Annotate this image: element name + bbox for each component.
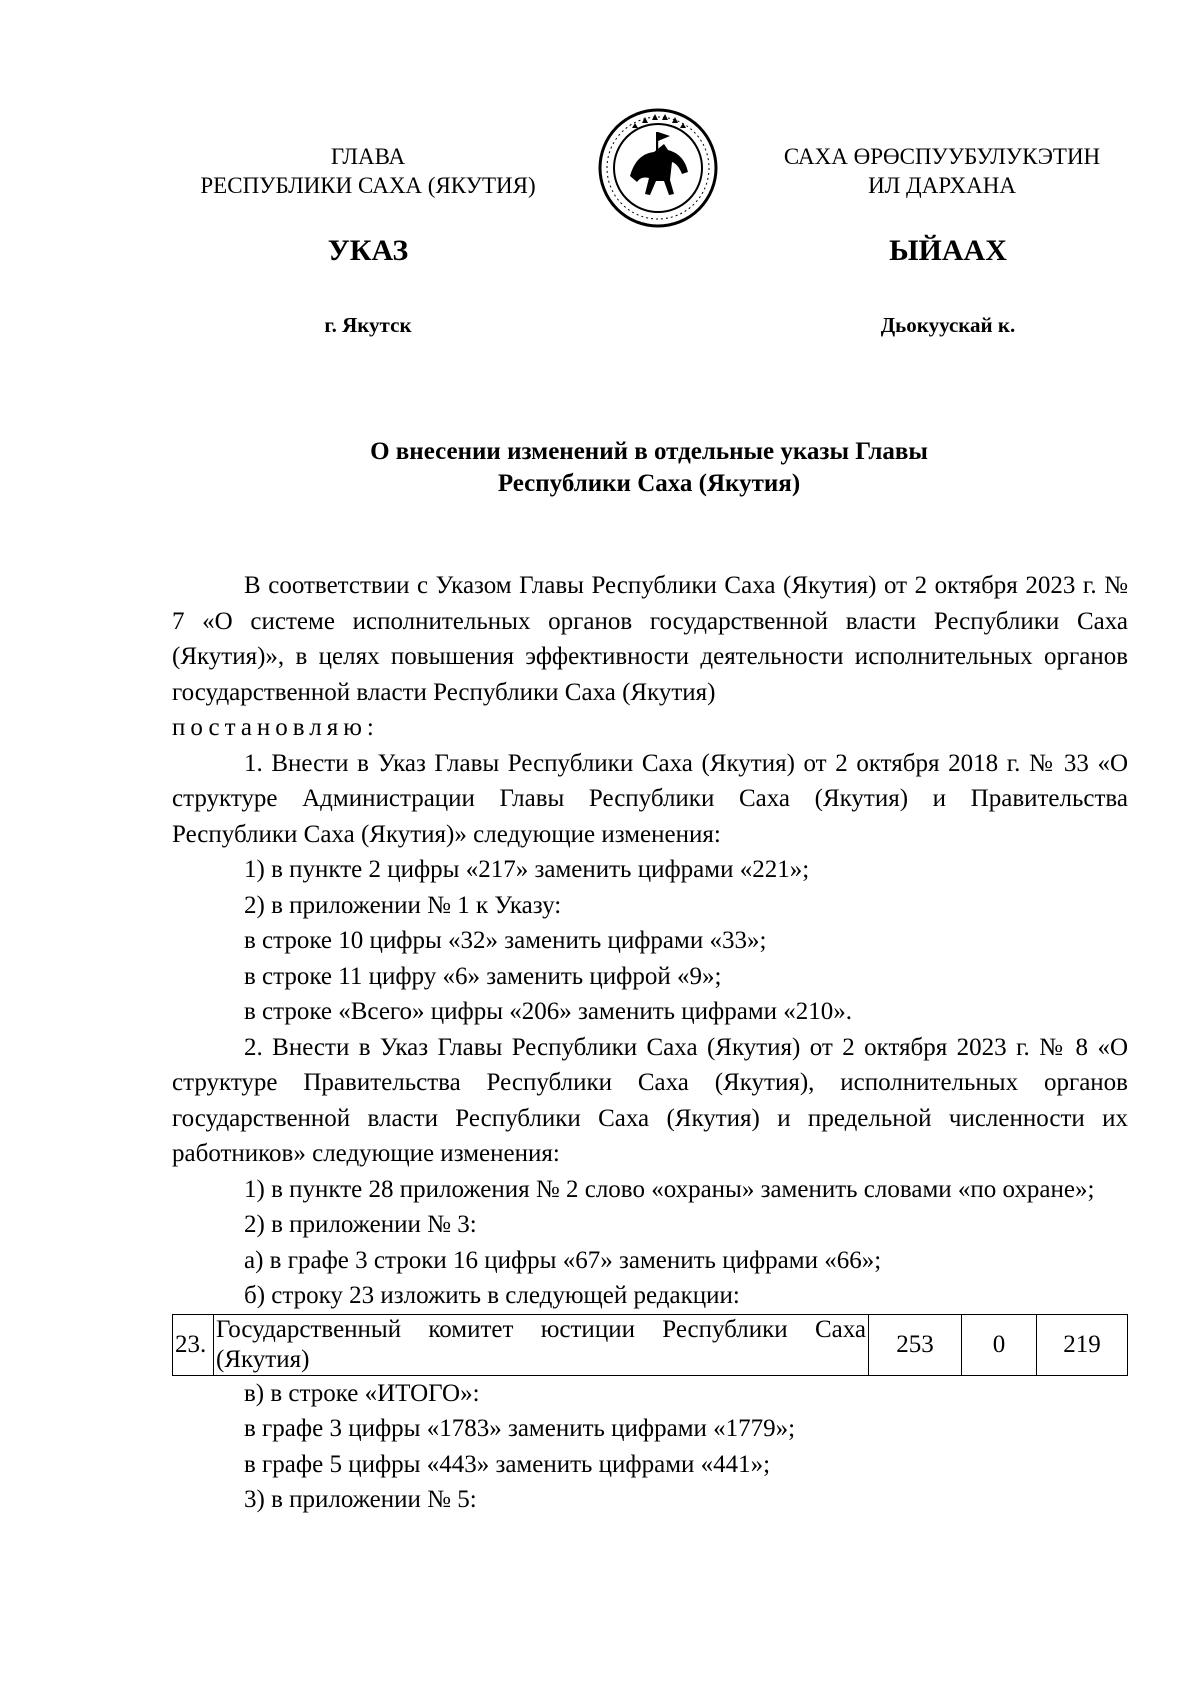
issuer-header-sakha bbox=[752, 142, 1132, 200]
decree-word: постановляю: bbox=[172, 714, 379, 741]
replacement-row-table bbox=[172, 1314, 1128, 1376]
clause-2-item-2v1: в графе 3 цифры «1783» заменить цифрами «1779»; bbox=[244, 1415, 796, 1442]
document-title bbox=[168, 436, 1130, 500]
clause-2-item-2v: в) в строке «ИТОГО»: bbox=[244, 1379, 480, 1407]
clause-2-item-1: 1) в пункте 28 приложения № 2 слово «охраны» заменить словами «по охране»; bbox=[244, 1175, 1095, 1203]
clause-2: 2. Внести в Указ Главы Республики Саха (Якутия) от 2 октября 2023 г. № 8 «О структуре Правительства Республики Саха (Якутия), исполнительных органов государственной власти Республики Саха (Якутия) и предельной численности их работников» следующие изменения: bbox=[172, 1033, 1128, 1167]
preamble-paragraph: В соответствии с Указом Главы Республики Саха (Якутия) от 2 октября 2023 г. № 7 «О системе исполнительных органов государственной власти Республики Саха (Якутия)», в целях повышения эффективности деятельности исполнительных органов государственной власти Республики Саха (Якутия) bbox=[172, 572, 1128, 706]
clause-1-item-1: 1) в пункте 2 цифры «217» заменить цифрами «221»; bbox=[244, 856, 810, 883]
issuer-line-1: ГЛАВА bbox=[330, 144, 406, 169]
title-line-2: Республики Саха (Якутия) bbox=[497, 470, 801, 497]
clause-1: 1. Внести в Указ Главы Республики Саха (Якутия) от 2 октября 2018 г. № 33 «О структуре Администрации Главы Республики Саха (Якутия) и Правительства Республики Саха (Якутия)» следующие изменения: bbox=[172, 749, 1128, 848]
doc-type-ru: УКАЗ bbox=[327, 234, 409, 267]
issuer-line-2: РЕСПУБЛИКИ САХА (ЯКУТИЯ) bbox=[200, 173, 536, 198]
row-col-3: 253 bbox=[869, 1314, 962, 1375]
city-ru: г. Якутск bbox=[324, 313, 412, 337]
clause-2-item-3: 3) в приложении № 5: bbox=[244, 1486, 477, 1513]
issuer-line-2-sakha: ИЛ ДАРХАНА bbox=[868, 173, 1016, 198]
document-body bbox=[172, 568, 1128, 1518]
issuer-line-1-sakha: САХА ӨРӨСПУУБУЛУКЭТИН bbox=[783, 144, 1101, 169]
clause-2-item-2a: а) в графе 3 строки 16 цифры «67» заменить цифрами «66»; bbox=[244, 1246, 882, 1274]
doc-type-sakha: ЫЙААХ bbox=[889, 234, 1007, 267]
clause-1-item-2c: в строке «Всего» цифры «206» заменить цифрами «210». bbox=[244, 998, 853, 1025]
row-col-4: 0 bbox=[962, 1314, 1037, 1375]
title-line-1: О внесении изменений в отдельные указы Главы bbox=[370, 438, 928, 465]
table-row bbox=[173, 1314, 1128, 1375]
city-sakha: Дьокуускай к. bbox=[880, 313, 1016, 337]
clause-1-item-2: 2) в приложении № 1 к Указу: bbox=[244, 891, 562, 919]
coat-of-arms-emblem-icon bbox=[596, 106, 720, 230]
clause-1-item-2b: в строке 11 цифру «6» заменить цифрой «9»; bbox=[244, 962, 722, 990]
row-organ-name: Государственный комитет юстиции Республики Саха (Якутия) bbox=[214, 1314, 869, 1375]
clause-1-item-2a: в строке 10 цифры «32» заменить цифрами «33»; bbox=[244, 927, 767, 954]
issuer-header-ru bbox=[168, 142, 568, 200]
clause-2-item-2b: б) строку 23 изложить в следующей редакции: bbox=[244, 1282, 740, 1309]
clause-2-item-2: 2) в приложении № 3: bbox=[244, 1211, 477, 1238]
row-number: 23. bbox=[173, 1314, 214, 1375]
row-col-5: 219 bbox=[1037, 1314, 1128, 1375]
clause-2-item-2v2: в графе 5 цифры «443» заменить цифрами «441»; bbox=[244, 1450, 771, 1478]
